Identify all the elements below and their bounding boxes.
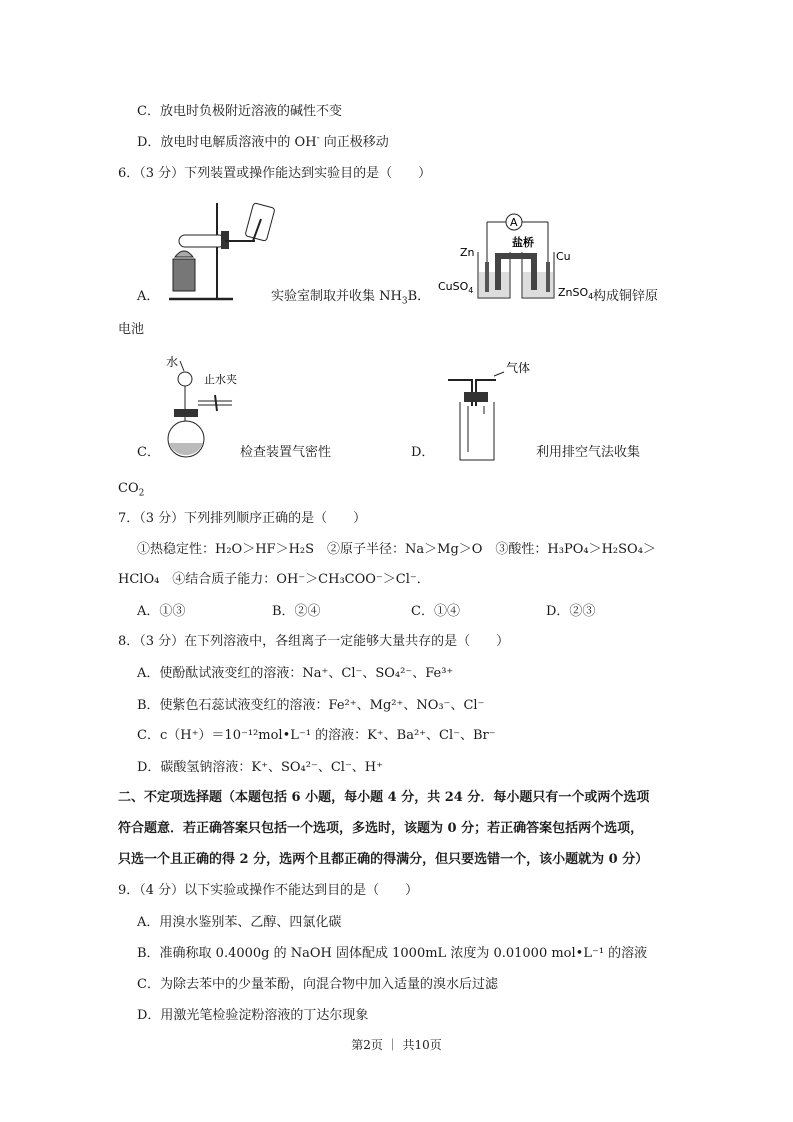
q7-line1: ①热稳定性：H₂O＞HF＞H₂S ②原子半径：Na＞Mg＞O ③酸性：H₃PO₄＞H₂SO₄＞	[137, 542, 656, 557]
q9-option-d: D．用激光笔检验淀粉溶液的丁达尔现象	[137, 1008, 369, 1023]
q6-b-znso4-label: ZnSO$_4$	[558, 286, 594, 301]
section2-line2: 符合题意．若正确答案只包括一个选项，多选时，该题为 0 分；若正确答案包括两个选项，	[118, 821, 644, 836]
q6-option-d-text-cont: $CO_2$	[118, 481, 145, 499]
q6-stem: 6．（3 分）下列装置或操作能达到实验目的是（ ）	[118, 166, 432, 181]
q8-option-c: C．c（H⁺）＝10⁻¹²mol•L⁻¹ 的溶液：K⁺、Ba²⁺、Cl⁻、Br⁻	[137, 728, 496, 743]
q9-option-b: B．准确称取 0.4000g 的 NaOH 固体配成 1000mL 浓度为 0.01000 mol•L⁻¹ 的溶液	[137, 946, 648, 961]
q9-option-a: A．用溴水鉴别苯、乙醇、四氯化碳	[137, 915, 342, 930]
q6-option-d-text: 利用排空气法收集	[536, 445, 641, 460]
q6-b-zn-label: Zn	[460, 246, 475, 259]
section2-line1: 二、不定项选择题（本题包括 6 小题，每小题 4 分，共 24 分．每小题只有一个或两个选项	[118, 790, 650, 805]
q6-c-figure	[160, 353, 250, 461]
q6-c-clamp-label: 止水夹	[204, 373, 237, 386]
q6-option-a-letter: A．	[137, 289, 160, 304]
page-footer: 第2页 ｜ 共10页	[351, 1038, 442, 1052]
q7-option: C．①④	[411, 604, 460, 619]
q6-option-d-letter: D．	[411, 445, 435, 460]
q8-option-b: B．使紫色石蕊试液变红的溶液：Fe²⁺、Mg²⁺、NO₃⁻、Cl⁻	[137, 698, 485, 713]
q6-b-saltbridge-label: 盐桥	[512, 236, 534, 249]
section2-line3: 只选一个且正确的得 2 分，选两个且都正确的得满分，但只要选错一个，该小题就为 0 分）	[118, 852, 649, 867]
q6-option-b-text: 构成铜锌原	[593, 289, 659, 304]
q7-line2: HClO₄ ④结合质子能力：OH⁻＞CH₃COO⁻＞Cl⁻．	[118, 572, 430, 587]
q6-option-a-text: 实验室制取并收集 $NH_3B$．	[271, 289, 431, 307]
q5-option-d	[137, 134, 389, 152]
q6-b-cuso4-label: CuSO$_4$	[438, 280, 474, 295]
q9-stem: 9．（4 分）以下实验或操作不能达到目的是（ ）	[118, 883, 419, 898]
q7-stem: 7．（3 分）下列排列顺序正确的是（ ）	[118, 511, 367, 526]
q6-option-c-letter: C．	[137, 445, 160, 460]
q9-option-c: C．为除去苯中的少量苯酚，向混合物中加入适量的溴水后过滤	[137, 977, 498, 992]
q7-option: D．②③	[546, 604, 596, 619]
q7-option: B．②④	[272, 604, 321, 619]
q6-option-b-text-cont: 电池	[118, 322, 145, 337]
q6-b-ammeter-label: A	[510, 216, 518, 229]
q5-option-d-text-2: 向正极移动	[319, 135, 389, 150]
q7-option: A．①③	[137, 604, 186, 619]
q8-stem: 8．（3 分）在下列溶液中，各组离子一定能够大量共存的是（ ）	[118, 634, 510, 649]
q5-option-d-text: D．放电时电解质溶液中的 OH	[137, 135, 317, 150]
q8-option-a: A．使酚酞试液变红的溶液：Na⁺、Cl⁻、SO₄²⁻、Fe³⁺	[137, 666, 454, 681]
q8-option-d: D．碳酸氢钠溶液：K⁺、SO₄²⁻、Cl⁻、H⁺	[137, 760, 384, 775]
q6-option-c-text: 检查装置气密性	[240, 445, 332, 460]
q6-d-gas-label: 气体	[506, 361, 531, 375]
q6-b-cu-label: Cu	[556, 250, 571, 263]
q5-option-c: C．放电时负极附近溶液的碱性不变	[137, 104, 342, 119]
q6-c-water-label: 水	[166, 355, 179, 369]
q6-d-figure	[446, 358, 546, 462]
q6-a-figure	[165, 197, 275, 302]
q6-b-figure	[438, 212, 618, 304]
q5-option-d-sup: -	[316, 133, 320, 144]
q6-option-b-letter: B．	[407, 289, 431, 304]
